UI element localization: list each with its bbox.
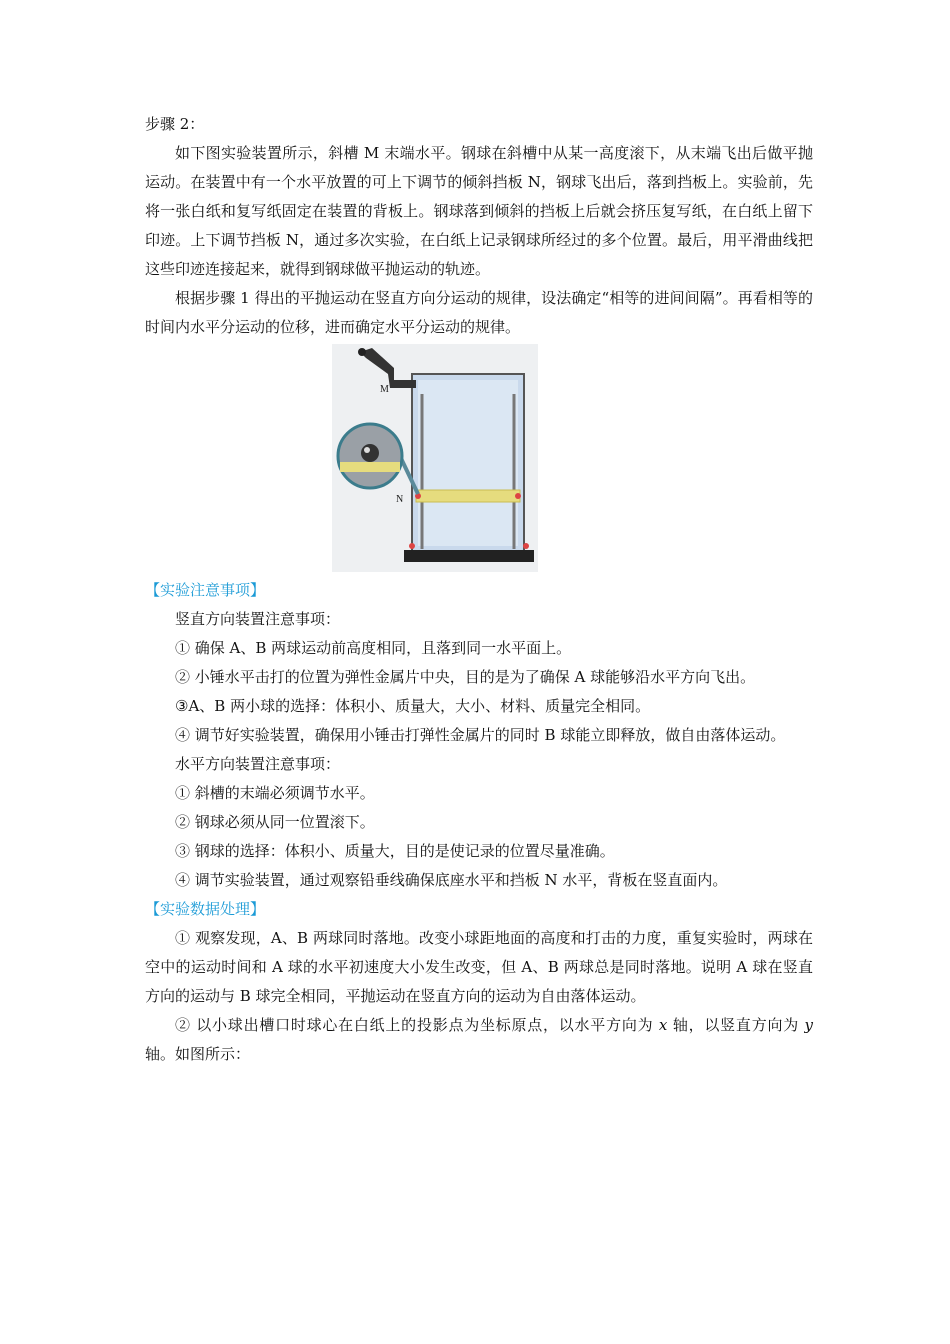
step2-paragraph-1: 如下图实验装置所示，斜槽 M 末端水平。钢球在斜槽中从某一高度滚下，从末端飞出后做平抛运动。在装置中有一个水平放置的可上下调节的倾斜挡板 N，钢球飞出后，落到挡板上。实验前，先将一张白纸和复写纸固定在装置的背板上。钢球落到倾斜的挡板上后就会挤压复写纸，在白纸上留下印迹。上下调节挡板 N，通过多次实验，在白纸上记录钢球所经过的多个位置。最后，用平滑曲线把这些印迹连接起来，就得到钢球做平抛运动的轨迹。 xyxy=(145,144,813,278)
data-processing-heading: 【实验数据处理】 xyxy=(145,900,266,918)
document-page xyxy=(145,110,813,1069)
step2-heading: 步骤 2： xyxy=(145,115,205,133)
data-processing-item-2 xyxy=(145,1011,813,1069)
horizontal-note-1: ① 斜槽的末端必须调节水平。 xyxy=(175,784,375,802)
horizontal-notes-title: 水平方向装置注意事项： xyxy=(175,755,341,773)
vertical-notes-title: 竖直方向装置注意事项： xyxy=(175,610,341,628)
y-axis-variable: y xyxy=(804,1016,813,1034)
item2-text-b: 轴，以竖直方向为 xyxy=(667,1016,805,1034)
x-axis-variable: x xyxy=(658,1016,668,1034)
vertical-note-1: ① 确保 A、B 两球运动前高度相同，且落到同一水平面上。 xyxy=(175,639,572,657)
vertical-note-2: ② 小锤水平击打的位置为弹性金属片中央，目的是为了确保 A 球能够沿水平方向飞出。 xyxy=(175,668,756,686)
notes-heading: 【实验注意事项】 xyxy=(145,581,266,599)
label-m: M xyxy=(380,384,389,395)
vertical-note-3: ③A、B 两小球的选择：体积小、质量大，大小、材料、质量完全相同。 xyxy=(175,697,651,715)
data-processing-item-1: ① 观察发现，A、B 两球同时落地。改变小球距地面的高度和打击的力度，重复实验时，两球在空中的运动时间和 A 球的水平初速度大小发生改变，但 A、B 两球总是同时落地。说明 A 球在竖直方向的运动与 B 球完全相同，平抛运动在竖直方向的运动为自由落体运动。 xyxy=(145,929,813,1005)
apparatus-illustration xyxy=(332,344,538,572)
vertical-note-4: ④ 调节好实验装置，确保用小锤击打弹性金属片的同时 B 球能立即释放，做自由落体运动。 xyxy=(175,726,786,744)
horizontal-note-4: ④ 调节实验装置，通过观察铅垂线确保底座水平和挡板 N 水平，背板在竖直面内。 xyxy=(175,871,728,889)
label-n: N xyxy=(396,494,404,505)
horizontal-note-3: ③ 钢球的选择：体积小、质量大，目的是使记录的位置尽量准确。 xyxy=(175,842,615,860)
step2-paragraph-2: 根据步骤 1 得出的平抛运动在竖直方向分运动的规律，设法确定“相等的进间间隔”。再看相等的时间内水平分运动的位移，进而确定水平分运动的规律。 xyxy=(145,289,813,336)
apparatus-figure xyxy=(332,344,538,572)
horizontal-note-2: ② 钢球必须从同一位置滚下。 xyxy=(175,813,375,831)
item2-text-a: ② 以小球出槽口时球心在白纸上的投影点为坐标原点，以水平方向为 xyxy=(175,1016,659,1034)
item2-text-c: 轴。如图所示： xyxy=(145,1045,251,1063)
